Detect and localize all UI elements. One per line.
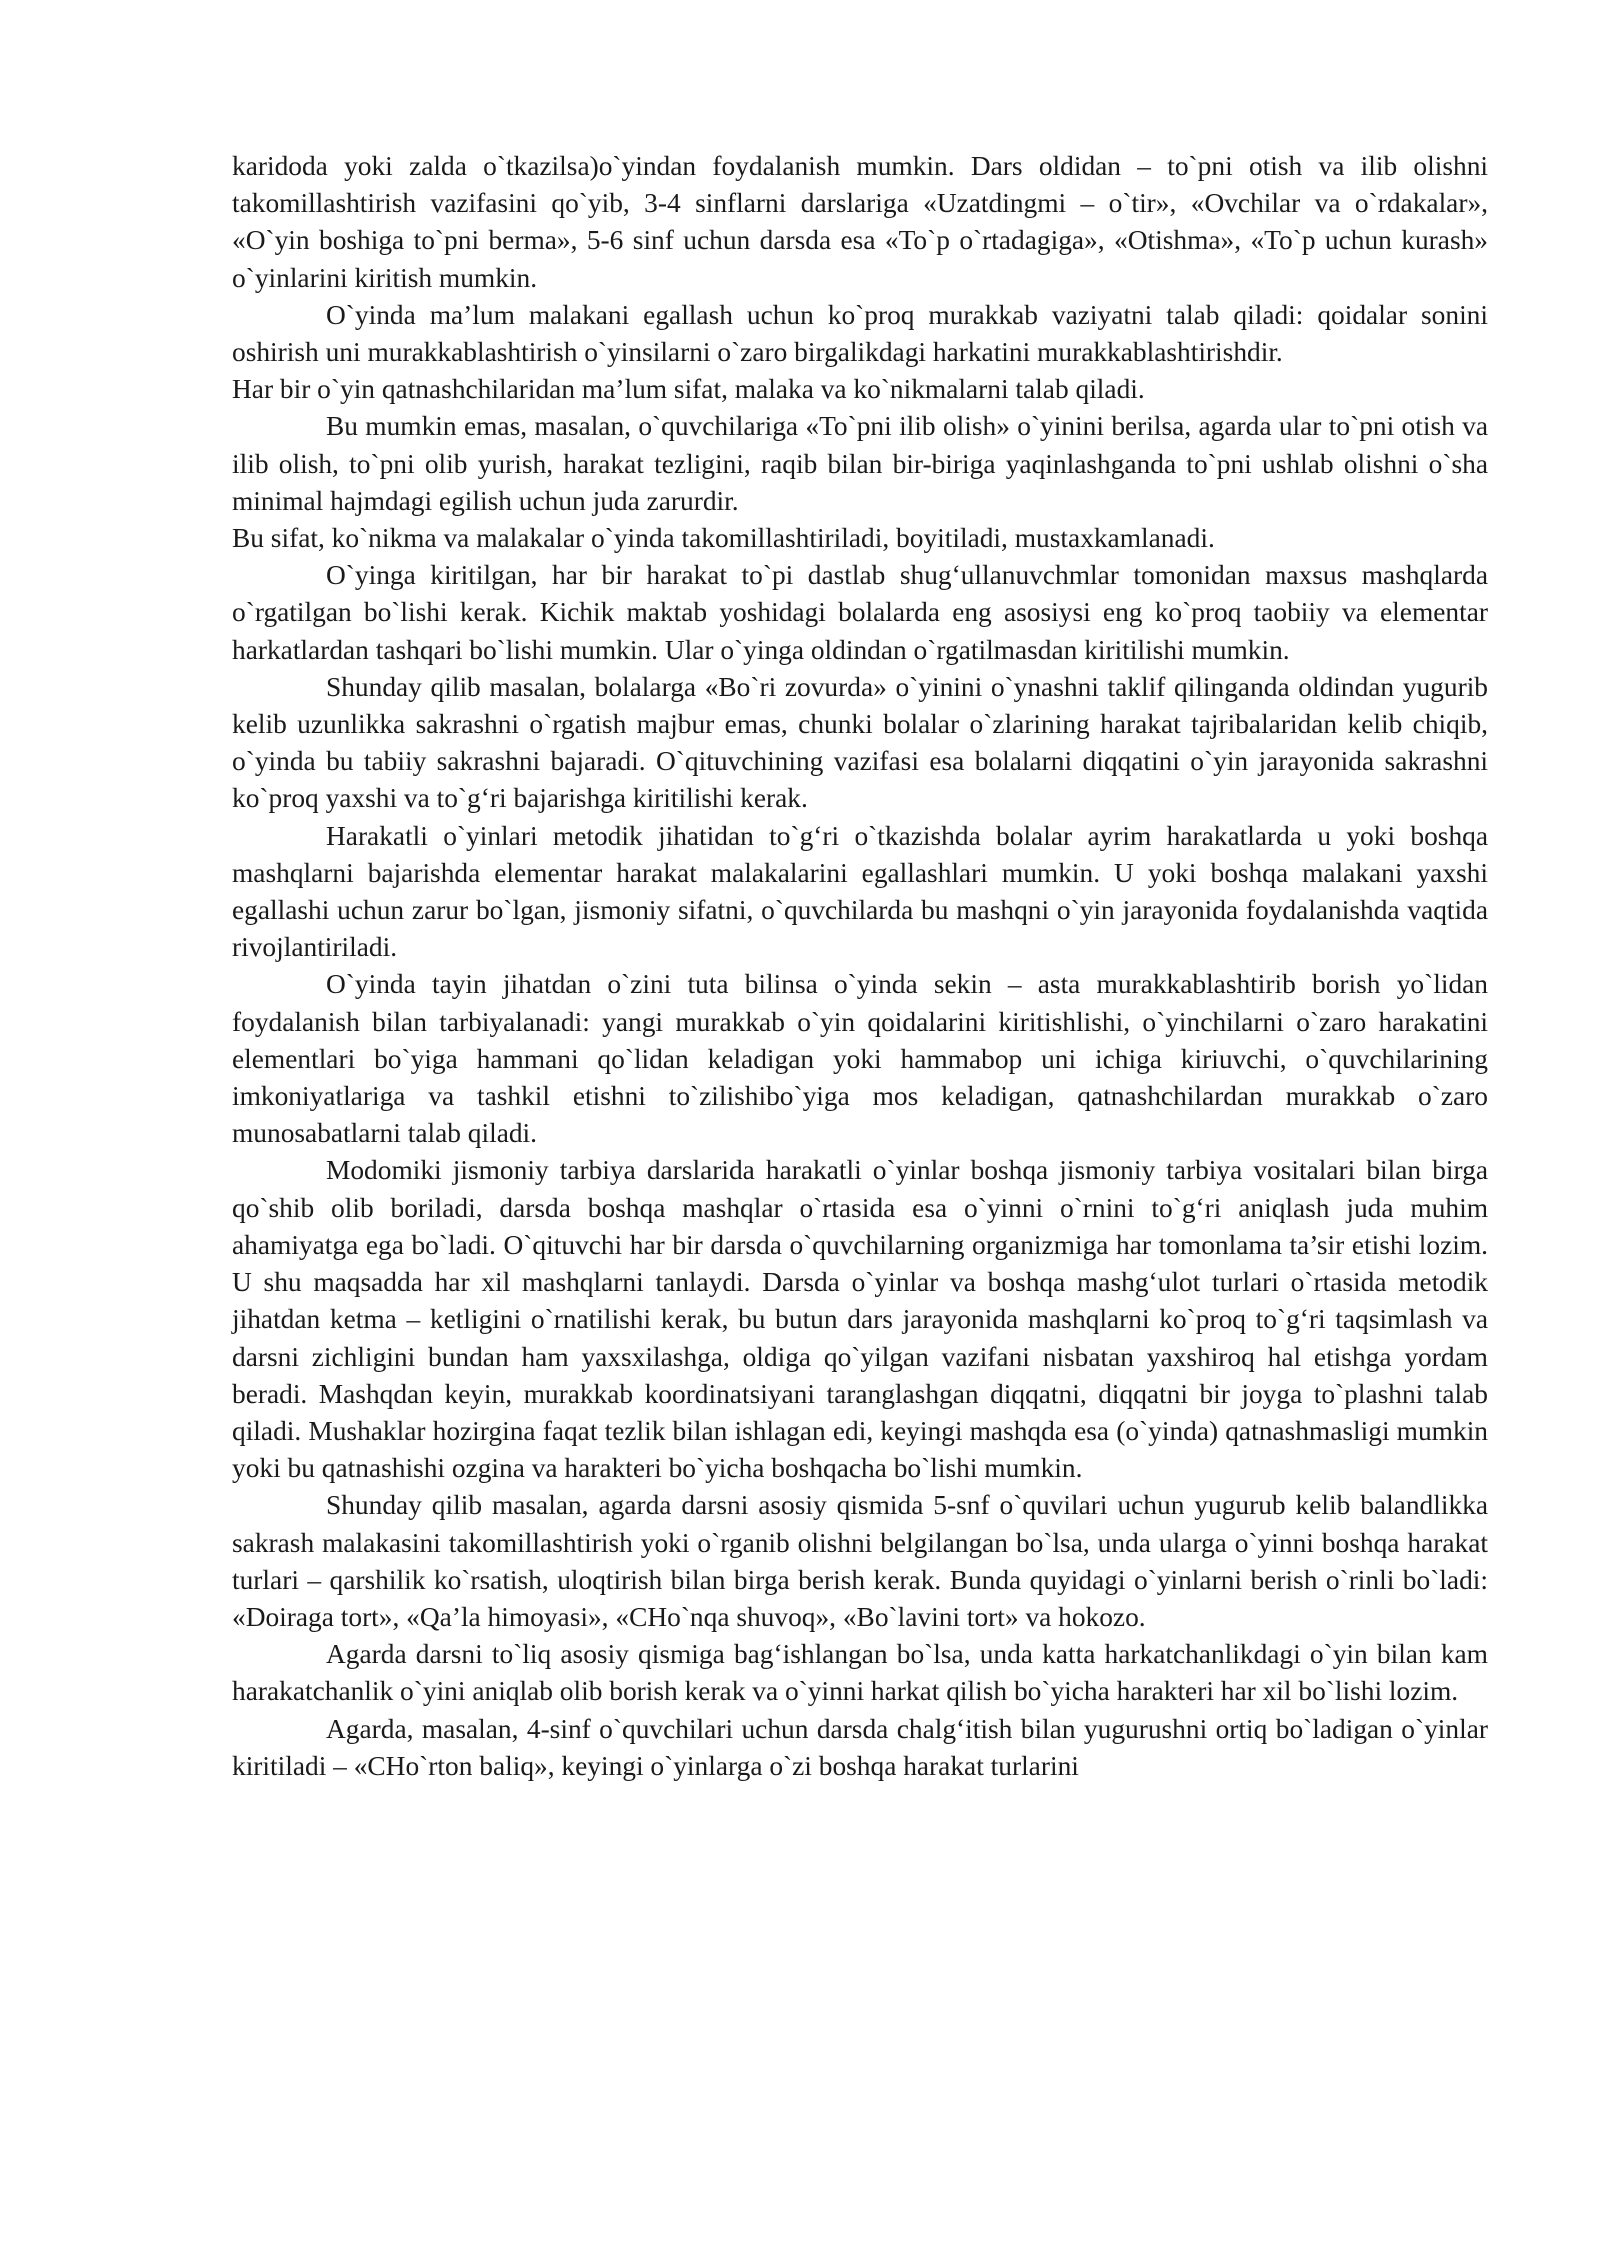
paragraph-3: Har bir o`yin qatnashchilaridan ma’lum sifat, malaka va ko`nikmalarni talab qiladi. <box>232 374 1145 405</box>
paragraph-1: karidoda yoki zalda o`tkazilsa)o`yindan foydalanish mumkin. Dars oldidan – to`pni otish va ilib olishni takomillashtirish vazifasini qo`yib, 3-4 sinflarni darslariga «Uzatdingmi – o`tir», «Ovchilar va o`rdakalar», «O`yin boshiga to`pni berma», 5-6 sinf uchun darsda esa «To`p o`rtadagiga», «Otishma», «To`p uchun kurash» o`yinlarini kiritish mumkin. <box>232 151 1488 293</box>
paragraph-8: Harakatli o`yinlari metodik jihatidan to`g‘ri o`tkazishda bolalar ayrim harakatlarda u yoki boshqa mashqlarni bajarishda elementar harakat malakalarini egallashlari mumkin. U yoki boshqa malakani yaxshi egallashi uchun zarur bo`lgan, jismoniy sifatni, o`quvchilarda bu mashqni o`yin jarayonida foydalanishda vaqtida rivojlantiriladi. <box>232 820 1488 963</box>
paragraph-12: Agarda darsni to`liq asosiy qismiga bag‘ishlangan bo`lsa, unda katta harkatchanlikdagi o`yin bilan kam harakatchanlik o`yini aniqlab olib borish kerak va o`yinni harkat qilish bo`yicha harakteri har xil bo`lishi lozim. <box>232 1639 1488 1707</box>
paragraph-5: Bu sifat, ko`nikma va malakalar o`yinda takomillashtiriladi, boyitiladi, mustaxkamlanadi. <box>232 523 1215 554</box>
paragraph-7: Shunday qilib masalan, bolalarga «Bo`ri zovurda» o`yinini o`ynashni taklif qilinganda oldindan yugurib kelib uzunlikka sakrashni o`rgatish majbur emas, chunki bolalar o`zlarining harakat tajribalaridan kelib chiqib, o`yinda bu tabiiy sakrashni bajaradi. O`qituvchining vazifasi esa bolalarni diqqatini o`yin jarayonida sakrashni ko`proq yaxshi va to`g‘ri bajarishga kiritilishi kerak. <box>232 671 1488 814</box>
paragraph-6: O`yinga kiritilgan, har bir harakat to`pi dastlab shug‘ullanuvchmlar tomonidan maxsus mashqlarda o`rgatilgan bo`lishi kerak. Kichik maktab yoshidagi bolalarda eng asosiysi eng ko`proq taobiiy va elementar harkatlardan tashqari bo`lishi mumkin. Ular o`yinga oldindan o`rgatilmasdan kiritilishi mumkin. <box>232 560 1488 665</box>
document-page <box>232 148 1488 1785</box>
paragraph-2: O`yinda ma’lum malakani egallash uchun ko`proq murakkab vaziyatni talab qiladi: qoidalar sonini oshirish uni murakkablashtirish o`yinsilarni o`zaro birgalikdagi harkatini murakkablashtirishdir. <box>232 299 1488 368</box>
paragraph-10: Modomiki jismoniy tarbiya darslarida harakatli o`yinlar boshqa jismoniy tarbiya vositalari bilan birga qo`shib olib boriladi, darsda boshqa mashqlar o`rtasida esa o`yinni o`rnini to`g‘ri aniqlash juda muhim ahamiyatga ega bo`ladi. O`qituvchi har bir darsda o`quvchilarning organizmiga har tomonlama ta’sir etishi lozim. U shu maqsadda har xil mashqlarni tanlaydi. Darsda o`yinlar va boshqa mashg‘ulot turlari o`rtasida metodik jihatdan ketma – ketligini o`rnatilishi kerak, bu butun dars jarayonida mashqlarni ko`proq to`g‘ri taqsimlash va darsni zichligini bundan ham yaxsxilashga, oldiga qo`yilgan vazifani nisbatan yaxshiroq hal etishga yordam beradi. Mashqdan keyin, murakkab koordinatsiyani taranglashgan diqqatni, diqqatni bir joyga to`plashni talab qiladi. Mushaklar hozirgina faqat tezlik bilan ishlagan edi, keyingi mashqda esa (o`yinda) qatnashmasligi mumkin yoki bu qatnashishi ozgina va harakteri bo`yicha boshqacha bo`lishi mumkin. <box>232 1155 1488 1484</box>
paragraph-9: O`yinda tayin jihatdan o`zini tuta bilinsa o`yinda sekin – asta murakkablashtirib borish yo`lidan foydalanish bilan tarbiyalanadi: yangi murakkab o`yin qoidalarini kiritishlishi, o`yinchilarni o`zaro harakatini elementlari bo`yiga hammani qo`lidan keladigan yoki hammabop uni ichiga kiriuvchi, o`quvchilarining imkoniyatlariga va tashkil etishni to`zilishibo`yiga mos keladigan, qatnashchilardan murakkab o`zaro munosabatlarni talab qiladi. <box>232 969 1488 1149</box>
paragraph-4: Bu mumkin emas, masalan, o`quvchilariga «To`pni ilib olish» o`yinini berilsa, agarda ular to`pni otish va ilib olish, to`pni olib yurish, harakat tezligini, raqib bilan bir-biriga yaqinlashganda to`pni ushlab olishni o`sha minimal hajmdagi egilish uchun juda zarurdir. <box>232 411 1488 516</box>
paragraph-13: Agarda, masalan, 4-sinf o`quvchilari uchun darsda chalg‘itish bilan yugurushni ortiq bo`ladigan o`yinlar kiritiladi – «CHo`rton baliq», keyingi o`yinlarga o`zi boshqa harakat turlarini <box>232 1713 1488 1781</box>
paragraph-11: Shunday qilib masalan, agarda darsni asosiy qismida 5-snf o`quvilari uchun yugurub kelib balandlikka sakrash malakasini takomillashtirish yoki o`rganib olishni belgilangan bo`lsa, unda ularga o`yinni boshqa harakat turlari – qarshilik ko`rsatish, uloqtirish bilan birga berish kerak. Bunda quyidagi o`yinlarni berish o`rinli bo`ladi: «Doiraga tort», «Qa’la himoyasi», «CHo`nqa shuvoq», «Bo`lavini tort» va hokozo. <box>232 1490 1488 1632</box>
